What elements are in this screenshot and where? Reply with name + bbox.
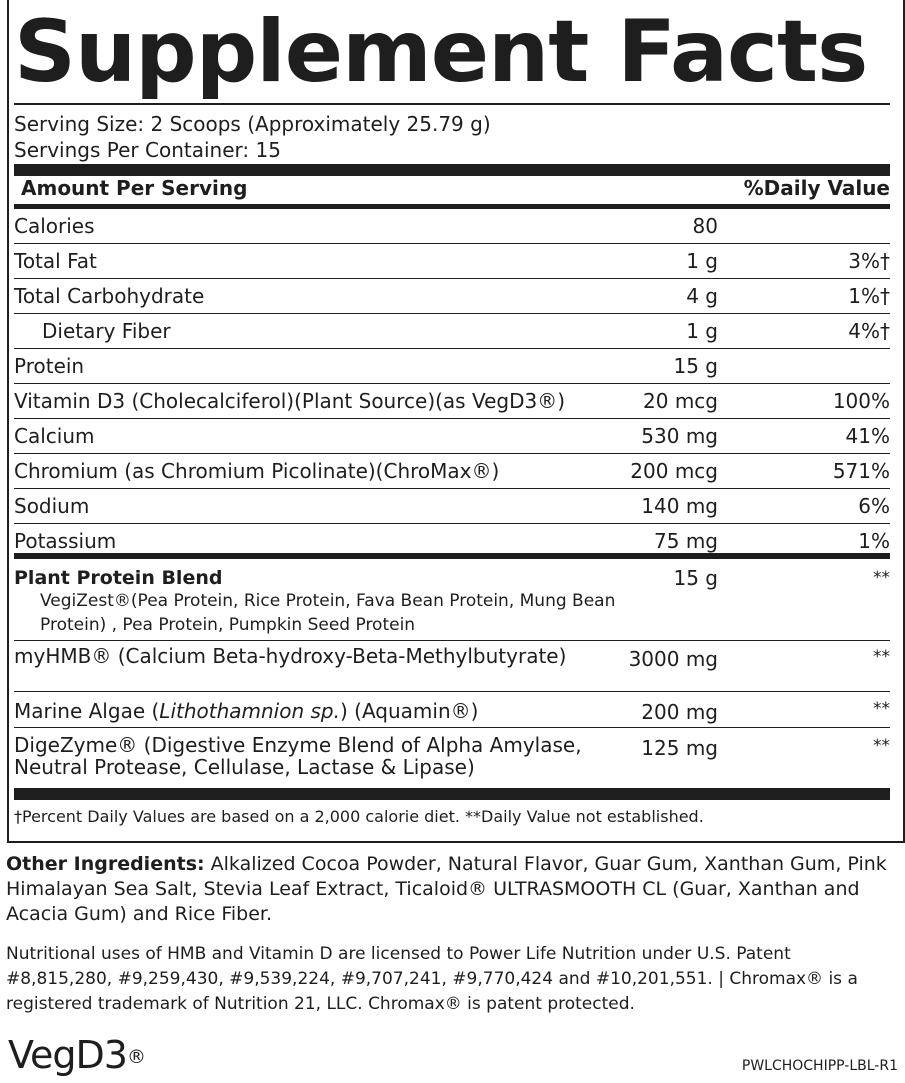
amount-per-serving-header: Amount Per Serving (21, 176, 248, 200)
enzyme-dv: ** (873, 736, 890, 756)
algae-dv: ** (873, 699, 890, 719)
nutrient-row (14, 384, 890, 419)
daily-value-header: %Daily Value (743, 176, 890, 200)
nutrient-row (14, 314, 890, 349)
nutrient-row (14, 209, 890, 244)
footnote: †Percent Daily Values are based on a 2,000 calorie diet. **Daily Value not established. (14, 807, 704, 826)
nutrient-amount: 75 mg (654, 529, 718, 553)
vegd3-logo (8, 1033, 145, 1077)
blend-description: VegiZest®(Pea Protein, Rice Protein, Fava Bean Protein, Mung Bean Protein) , Pea Protein, Pumpkin Seed Protein (40, 591, 616, 635)
serving-size: Serving Size: 2 Scoops (Approximately 25.79 g) (14, 112, 491, 136)
hmb-amount: 3000 mg (628, 647, 718, 671)
nutrient-dv: 4%† (848, 319, 890, 343)
enzyme-amount: 125 mg (641, 736, 718, 760)
algae-label (14, 700, 614, 722)
nutrient-label: Protein (14, 354, 85, 378)
nutrient-dv: 100% (832, 389, 890, 413)
nutrient-dv: 6% (858, 494, 890, 518)
row-separator (14, 727, 890, 728)
thick-rule-bottom (14, 788, 890, 800)
servings-per-container: Servings Per Container: 15 (14, 138, 281, 162)
nutrient-label: Sodium (14, 494, 90, 518)
blend-amount: 15 g (673, 566, 718, 590)
hmb-dv: ** (873, 647, 890, 667)
nutrient-dv: 571% (832, 459, 890, 483)
algae-label-suffix: ) (Aquamin®) (339, 699, 479, 723)
legal-notice: Nutritional uses of HMB and Vitamin D are licensed to Power Life Nutrition under U.S. Patent #8,815,280, #9,259,430, #9,539,224, #9,707,241, #9,770,424 and #10,201,551. | Chromax® is a registered trademark of Nutrition 21, LLC. Chromax® is patent protected. (6, 944, 858, 1014)
thick-rule-blend (14, 553, 890, 559)
logo-text: VegD3 (8, 1033, 127, 1077)
nutrient-amount: 1 g (686, 319, 718, 343)
nutrient-row (14, 454, 890, 489)
panel-title: Supplement Facts (14, 2, 868, 102)
enzyme-label: DigeZyme® (Digestive Enzyme Blend of Alpha Amylase, Neutral Protease, Cellulase, Lactase & Lipase) (14, 733, 582, 779)
other-ingredients (6, 852, 896, 927)
algae-amount: 200 mg (641, 700, 718, 724)
nutrient-dv: 1%† (848, 284, 890, 308)
nutrient-label: Chromium (as Chromium Picolinate)(ChroMax®) (14, 459, 500, 483)
blend-name: Plant Protein Blend (14, 567, 223, 589)
nutrient-label: Calories (14, 214, 95, 238)
algae-label-italic: Lithothamnion sp. (159, 699, 340, 723)
nutrient-row (14, 349, 890, 384)
nutrient-amount: 4 g (686, 284, 718, 308)
nutrient-label: Total Carbohydrate (14, 284, 205, 308)
blend-dv: ** (873, 568, 890, 588)
nutrient-amount: 200 mcg (630, 459, 718, 483)
other-ingredients-text: Alkalized Cocoa Powder, Natural Flavor, Guar Gum, Xanthan Gum, Pink Himalayan Sea Salt, Stevia Leaf Extract, Ticaloid® ULTRASMOOTH CL (Guar, Xanthan and Acacia Gum) and Rice Fiber. (6, 853, 887, 925)
nutrient-label: Vitamin D3 (Cholecalciferol)(Plant Source)(as VegD3®) (14, 389, 566, 413)
hmb-label: myHMB® (Calcium Beta-hydroxy-Beta-Methylbutyrate) (14, 644, 567, 668)
algae-label-prefix: Marine Algae ( (14, 699, 160, 723)
nutrient-dv: 41% (845, 424, 890, 448)
nutrient-label: Total Fat (14, 249, 97, 273)
nutrient-amount: 20 mcg (643, 389, 718, 413)
nutrient-amount: 140 mg (641, 494, 718, 518)
other-ingredients-heading: Other Ingredients: (6, 853, 205, 875)
thick-rule-top (14, 164, 890, 176)
row-separator (14, 640, 890, 641)
nutrient-row (14, 244, 890, 279)
nutrient-row (14, 279, 890, 314)
nutrient-label: Potassium (14, 529, 117, 553)
nutrient-dv: 1% (858, 529, 890, 553)
nutrient-row (14, 489, 890, 524)
title-rule (14, 103, 890, 105)
nutrient-label: Dietary Fiber (42, 319, 171, 343)
logo-trademark: ® (126, 1046, 145, 1068)
row-separator (14, 691, 890, 692)
nutrient-amount: 530 mg (641, 424, 718, 448)
nutrient-amount: 80 (692, 214, 718, 238)
nutrient-amount: 1 g (686, 249, 718, 273)
label-code: PWLCHOCHIPP-LBL-R1 (741, 1058, 898, 1074)
nutrient-label: Calcium (14, 424, 95, 448)
nutrient-dv: 3%† (848, 249, 890, 273)
nutrient-amount: 15 g (673, 354, 718, 378)
nutrient-row (14, 419, 890, 454)
